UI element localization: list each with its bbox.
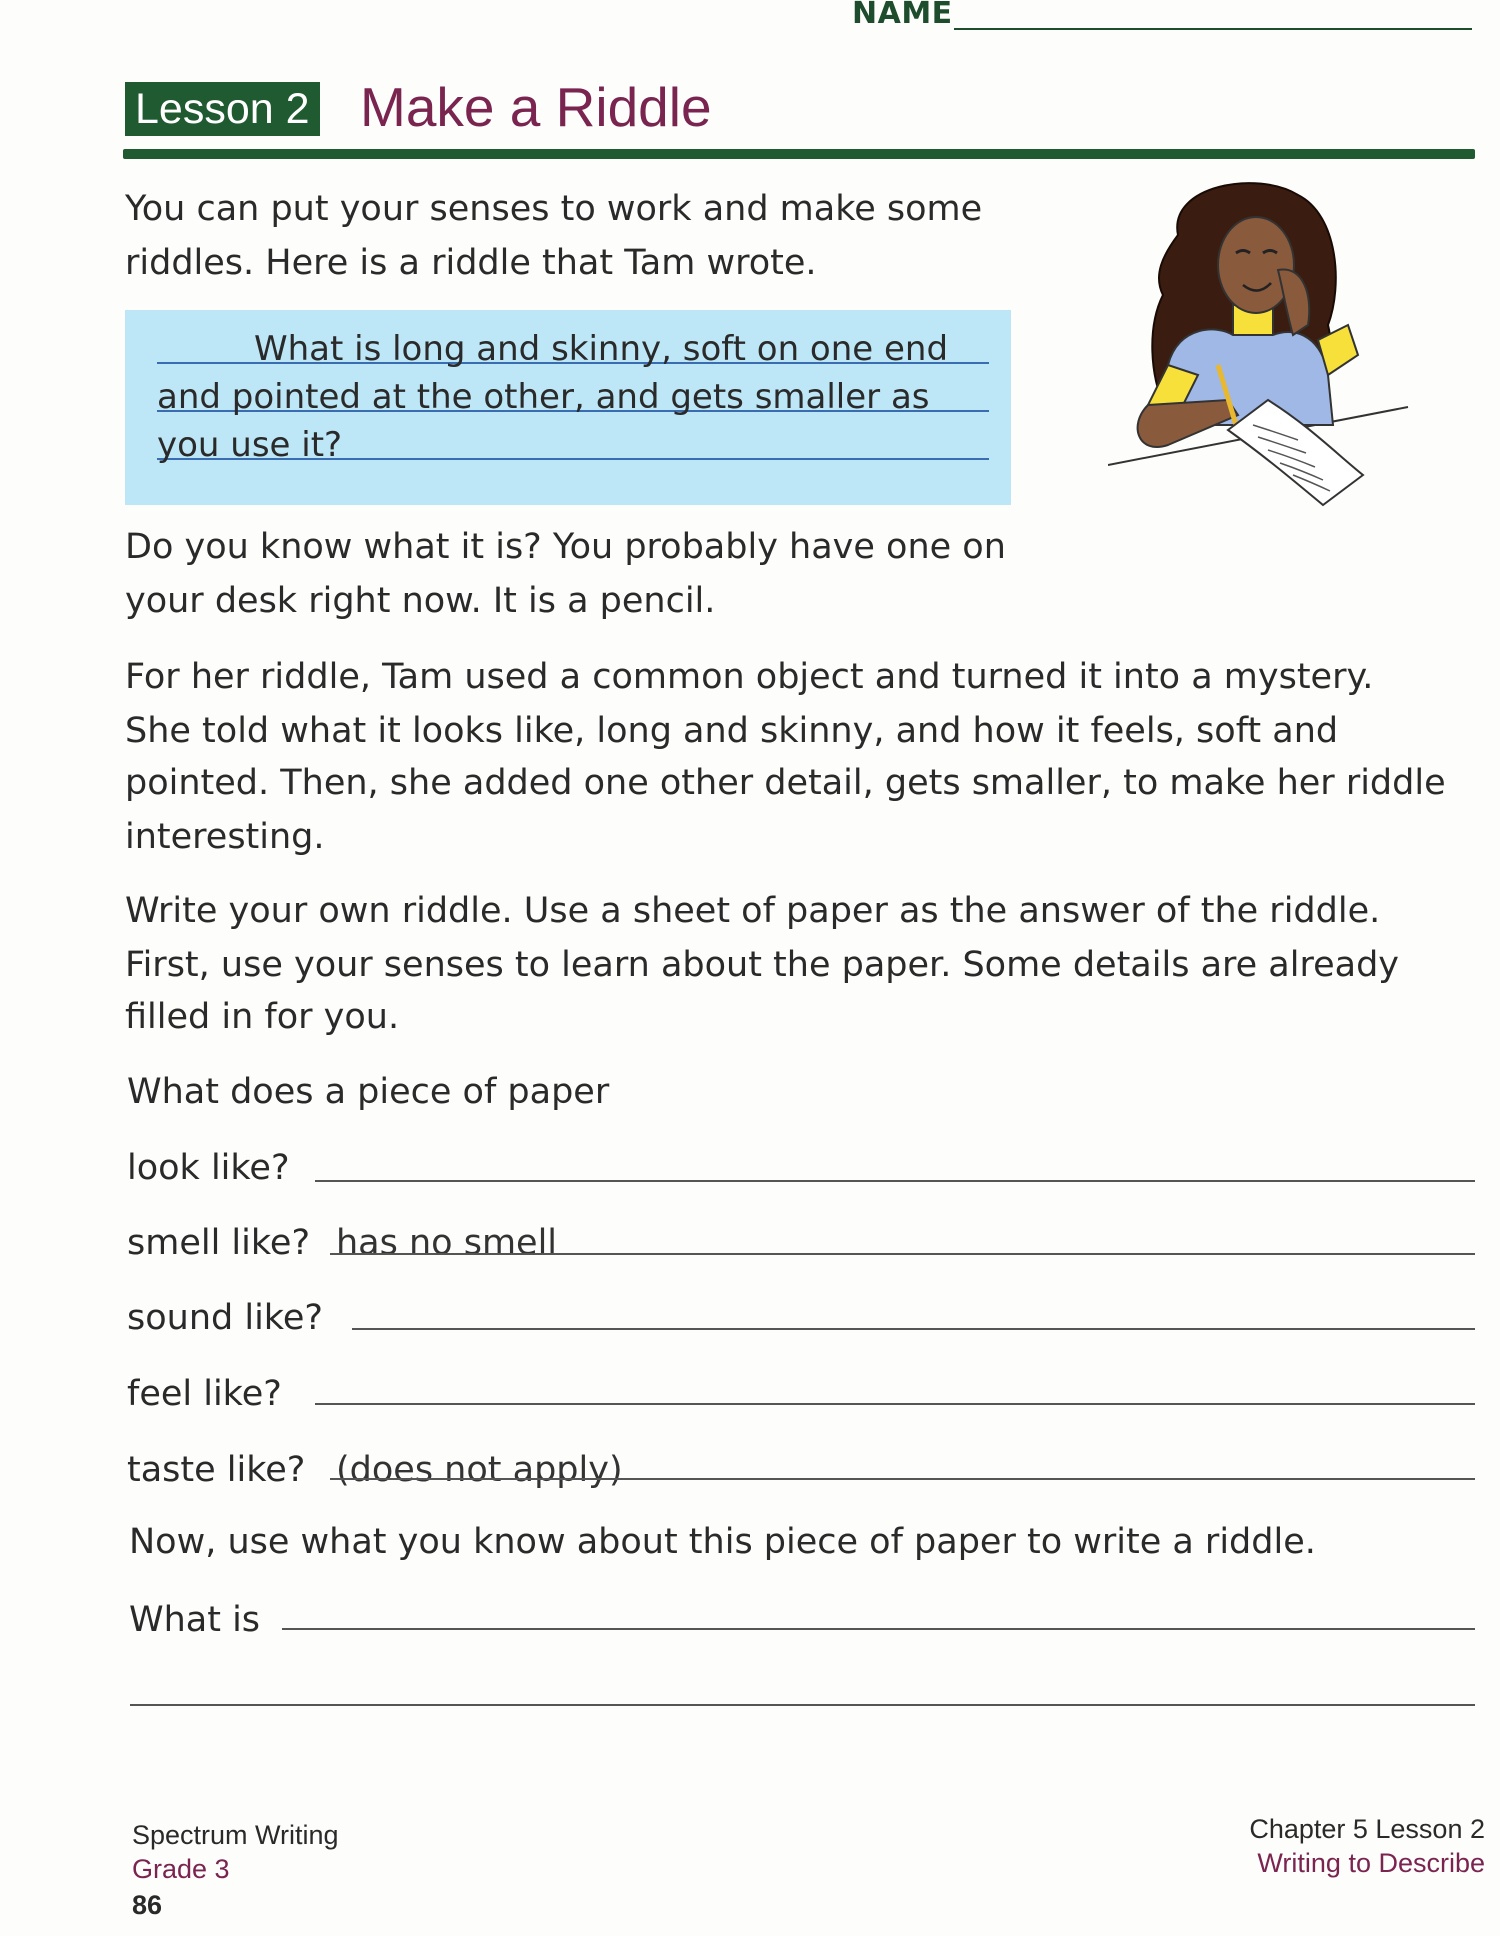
lesson-tag: Lesson 2 (125, 82, 320, 136)
para1-line-1: Do you know what it is? You probably have one on (125, 527, 1006, 567)
what-is-label: What is (129, 1600, 261, 1640)
closing-instruction: Now, use what you know about this piece of paper to write a riddle. (129, 1522, 1316, 1562)
footer-section: Writing to Describe (1257, 1848, 1485, 1878)
riddle-answer-line-2[interactable] (130, 1704, 1475, 1706)
feel-like-label: feel like? (127, 1374, 282, 1414)
para2-line-4: interesting. (125, 817, 325, 857)
para2-line-3: pointed. Then, she added one other detail, gets smaller, to make her riddle (125, 763, 1446, 803)
footer-chapter: Chapter 5 Lesson 2 (1249, 1814, 1485, 1844)
para2-line-1: For her riddle, Tam used a common object and turned it into a mystery. (125, 657, 1374, 697)
footer-grade: Grade 3 (132, 1854, 230, 1884)
feel-like-answer-line[interactable] (315, 1403, 1475, 1405)
intro-line-2: riddles. Here is a riddle that Tam wrote. (125, 243, 817, 283)
para2-line-2: She told what it looks like, long and skinny, and how it feels, soft and (125, 711, 1339, 751)
para3-line-2: First, use your senses to learn about the paper. Some details are already (125, 945, 1399, 985)
riddle-answer-line-1[interactable] (282, 1628, 1475, 1630)
title-rule (123, 149, 1475, 159)
page-number: 86 (132, 1890, 163, 1920)
riddle-example-text: What is long and skinny, soft on one end and pointed at the other, and gets smaller as you use it? (157, 329, 949, 465)
lesson-title: Make a Riddle (360, 76, 712, 138)
smell-like-answer-line[interactable] (330, 1253, 1475, 1255)
intro-line-1: You can put your senses to work and make some (125, 189, 983, 229)
look-like-label: look like? (127, 1148, 290, 1188)
taste-like-answer: (does not apply) (336, 1450, 623, 1490)
smell-like-label: smell like? (127, 1223, 311, 1263)
girl-writing-illustration (1108, 175, 1423, 535)
para1-line-2: your desk right now. It is a pencil. (125, 581, 716, 621)
para3-line-1: Write your own riddle. Use a sheet of paper as the answer of the riddle. (125, 891, 1381, 931)
riddle-example-box (125, 310, 1011, 505)
name-field[interactable] (852, 0, 1472, 40)
look-like-answer-line[interactable] (315, 1180, 1475, 1182)
smell-like-answer: has no smell (336, 1223, 558, 1263)
name-line (954, 28, 1472, 30)
taste-like-answer-line[interactable] (330, 1478, 1475, 1480)
question-lead: What does a piece of paper (127, 1072, 610, 1112)
name-label: NAME (852, 0, 953, 31)
sound-like-label: sound like? (127, 1298, 323, 1338)
taste-like-label: taste like? (127, 1450, 306, 1490)
para3-line-3: filled in for you. (125, 997, 400, 1037)
sound-like-answer-line[interactable] (352, 1328, 1475, 1330)
footer-book: Spectrum Writing (132, 1820, 339, 1850)
